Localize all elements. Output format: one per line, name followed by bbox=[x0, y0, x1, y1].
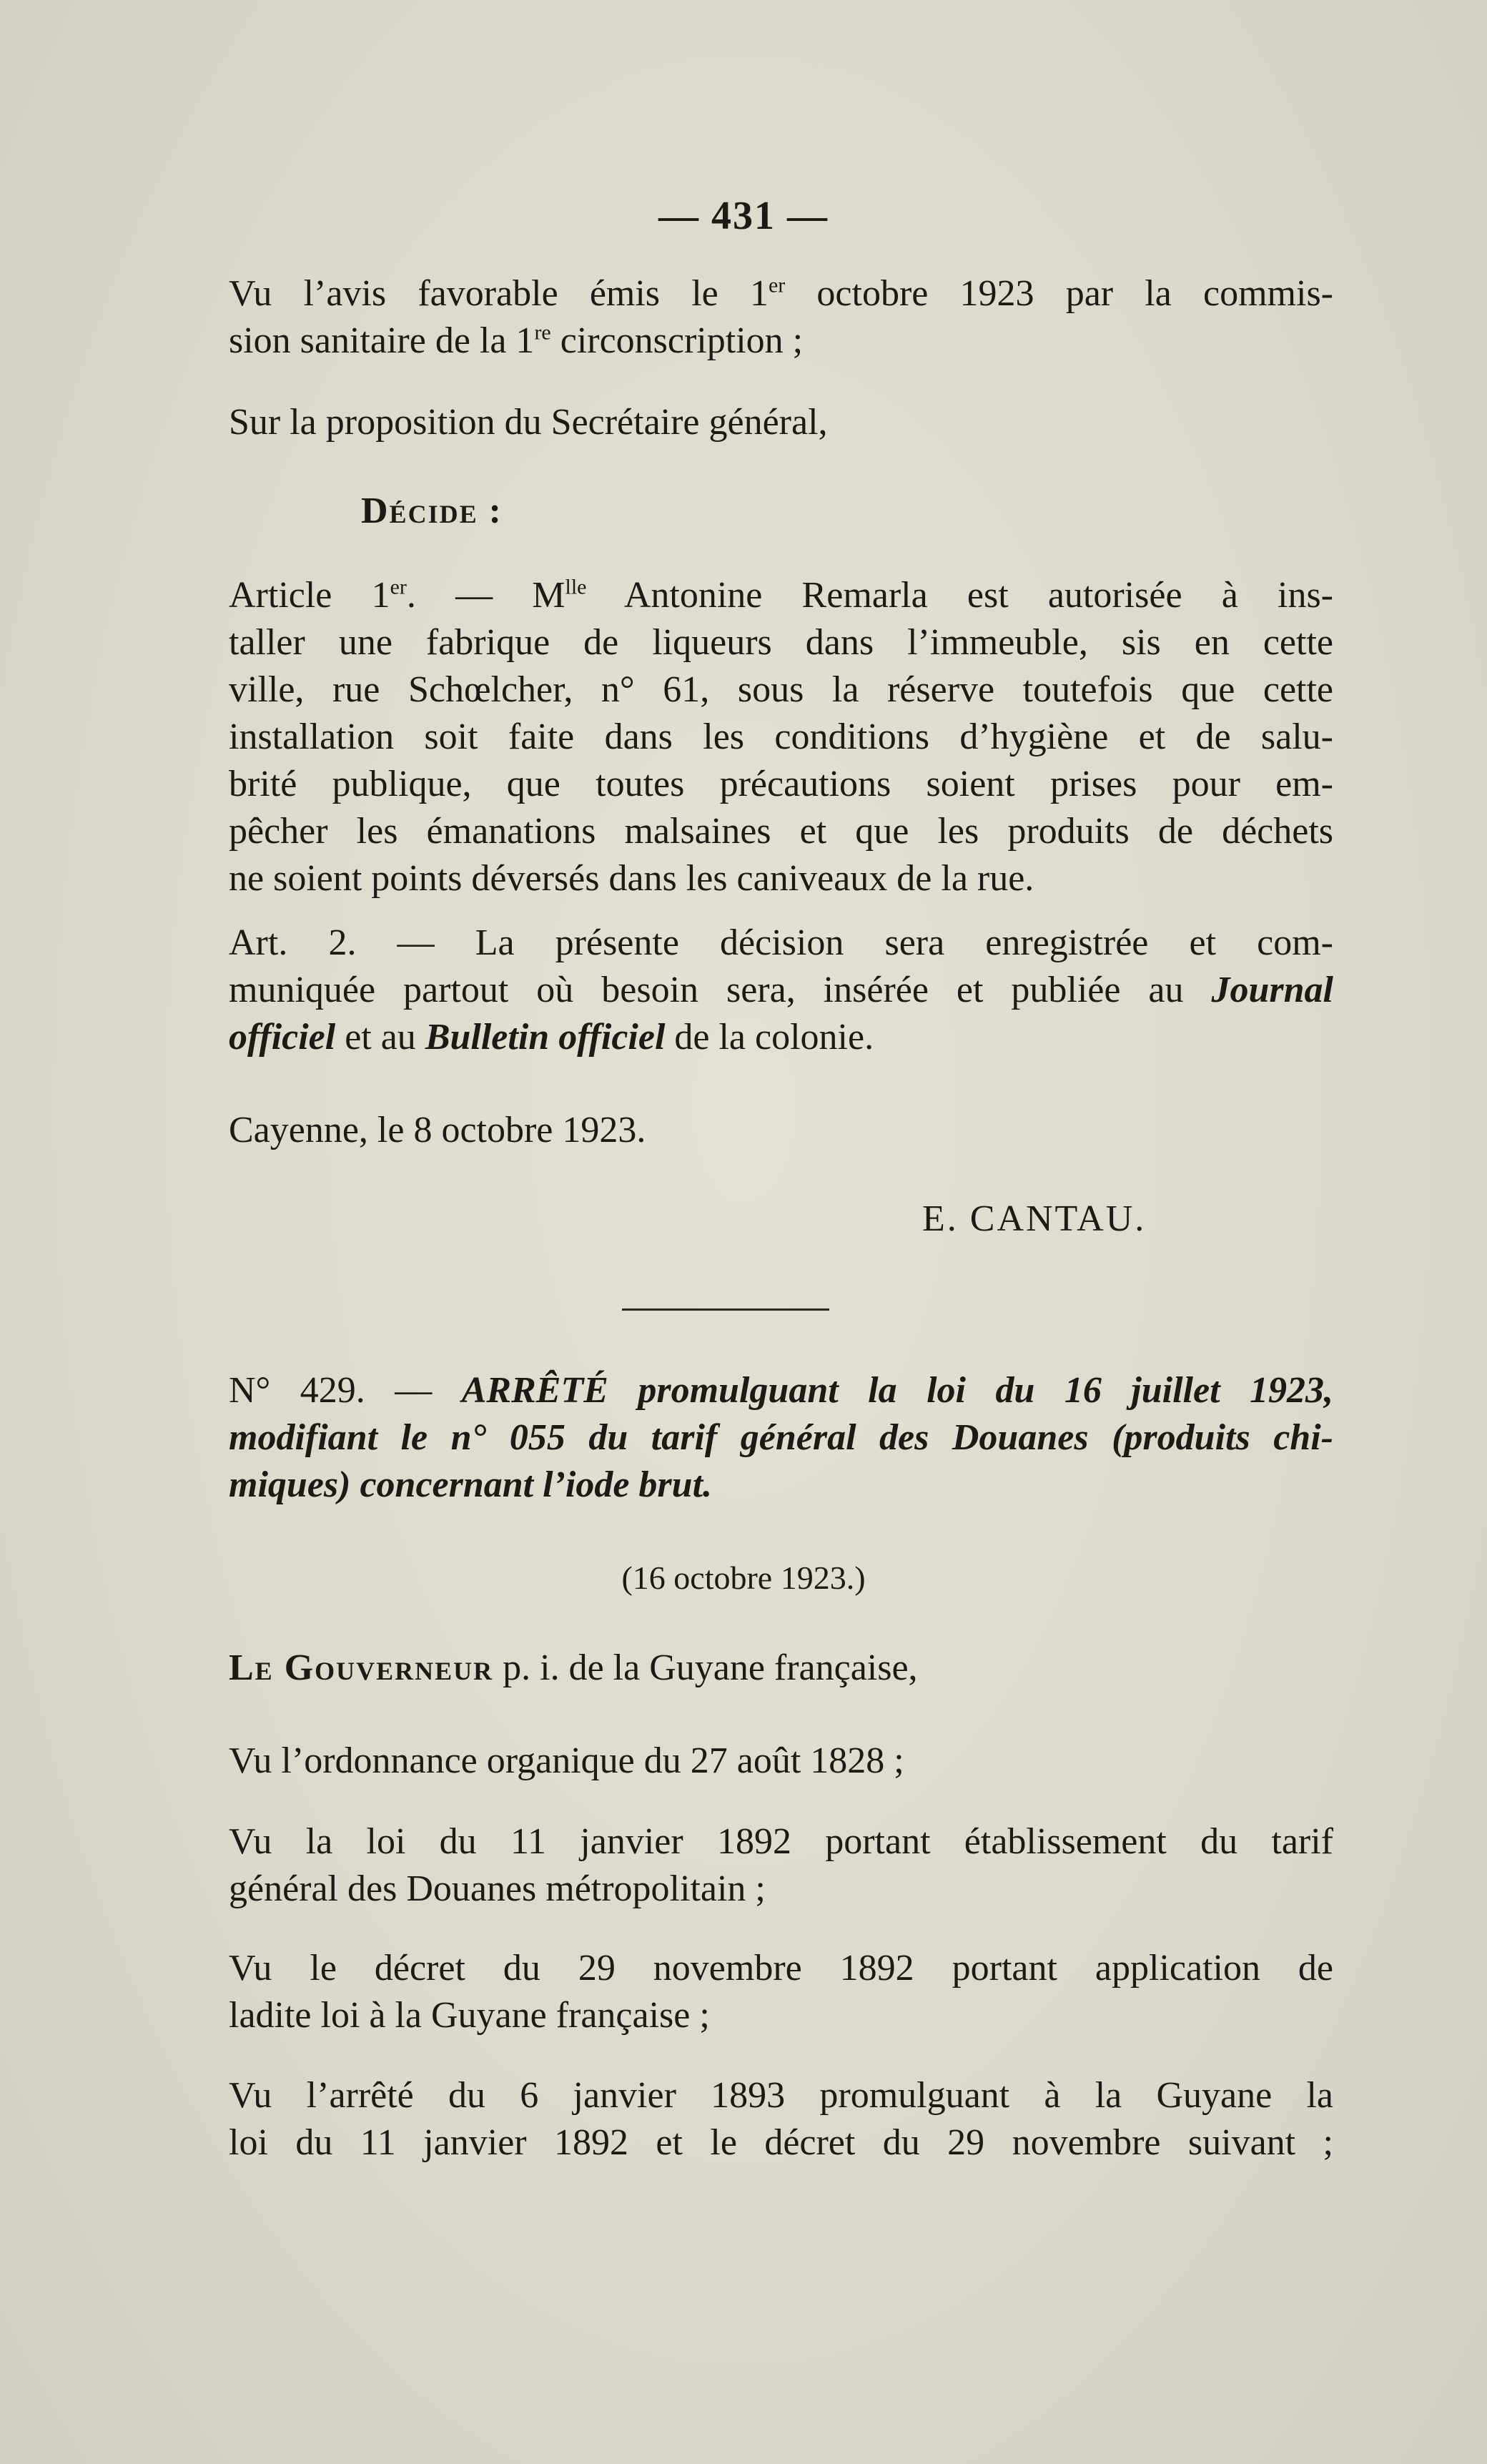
sup: er bbox=[768, 273, 786, 297]
text: octobre 1923 par la commis- bbox=[785, 273, 1333, 314]
text: modifiant le n° 055 du tarif général des Douanes (produits chi- bbox=[229, 1417, 1333, 1458]
text: général des Douanes métropolitain ; bbox=[229, 1868, 766, 1909]
text: N° 429. bbox=[229, 1370, 365, 1411]
text: (16 octobre 1923.) bbox=[621, 1559, 866, 1596]
text: ladite loi à la Guyane française ; bbox=[229, 1995, 710, 2036]
text: ARRÊTÉ promulguant la loi du 16 juillet 1923, bbox=[461, 1370, 1333, 1411]
decide-heading bbox=[361, 488, 1466, 535]
text: brité publique, que toutes précautions soient prises pour em- bbox=[229, 764, 1333, 804]
text: installation soit faite dans les conditions d’hygiène et de salu- bbox=[229, 716, 1333, 757]
place-date bbox=[229, 1107, 1333, 1154]
vu-loi-1892 bbox=[229, 1818, 1333, 1913]
vu-decret-1892 bbox=[229, 1945, 1333, 2039]
text: de la colonie. bbox=[665, 1017, 874, 1058]
text: taller une fabrique de liqueurs dans l’immeuble, sis en cette bbox=[229, 622, 1333, 663]
text: Bulletin officiel bbox=[425, 1017, 666, 1058]
text: Vu le décret du 29 novembre 1892 portant application de bbox=[229, 1948, 1333, 1989]
text: ville, rue Schœlcher, n° 61, sous la réserve toutefois que cette bbox=[229, 669, 1333, 710]
text: Sur la proposition du Secrétaire général, bbox=[229, 402, 828, 443]
text: Journal bbox=[1211, 970, 1333, 1010]
sup: lle bbox=[565, 575, 587, 599]
page-number: — 431 — bbox=[658, 194, 829, 238]
text: ne soient points déversés dans les caniveaux de la rue. bbox=[229, 858, 1034, 899]
text: Décide : bbox=[361, 491, 503, 531]
text: Antonine Remarla est autorisée à ins- bbox=[586, 575, 1333, 616]
text: Article 1 bbox=[229, 575, 390, 616]
text: p. i. de la Guyane française, bbox=[493, 1647, 918, 1688]
vu-ordonnance bbox=[229, 1738, 1333, 1785]
sup: er bbox=[390, 575, 407, 599]
article-2 bbox=[229, 920, 1333, 1061]
text: muniquée partout où besoin sera, insérée et publiée au bbox=[229, 970, 1212, 1010]
sup: re bbox=[534, 320, 551, 345]
text: . — M bbox=[406, 575, 565, 616]
divider bbox=[622, 1309, 829, 1311]
text: Vu la loi du 11 janvier 1892 portant établissement du tarif bbox=[229, 1821, 1333, 1862]
text: loi du 11 janvier 1892 et le décret du 29 novembre suivant ; bbox=[229, 2122, 1333, 2163]
text: Vu l’avis favorable émis le 1 bbox=[229, 273, 769, 314]
signature bbox=[922, 1196, 1146, 1243]
text: et au bbox=[335, 1017, 425, 1058]
text: officiel bbox=[229, 1017, 336, 1058]
text: sion sanitaire de la 1 bbox=[229, 320, 535, 361]
text: Vu l’arrêté du 6 janvier 1893 promulguant à la Guyane la bbox=[229, 2075, 1333, 2116]
article-1 bbox=[229, 572, 1333, 902]
arrete-date bbox=[0, 1554, 1487, 1602]
text: circonscription ; bbox=[550, 320, 804, 361]
vu-arrete-1893 bbox=[229, 2072, 1333, 2167]
arrete-heading bbox=[229, 1367, 1333, 1509]
paragraph-proposition bbox=[229, 399, 1333, 446]
gouverneur-line bbox=[229, 1645, 1333, 1692]
paragraph-commission bbox=[229, 270, 1333, 365]
text: Le Gouverneur bbox=[229, 1647, 494, 1688]
text: miques) concernant l’iode brut. bbox=[229, 1464, 713, 1505]
text: Cayenne, le 8 octobre 1923. bbox=[229, 1110, 646, 1150]
text: — bbox=[365, 1370, 462, 1411]
text: E. CANTAU. bbox=[922, 1198, 1147, 1239]
text: Art. 2. — La présente décision sera enregistrée et com- bbox=[229, 922, 1333, 963]
text: Vu l’ordonnance organique du 27 août 1828 ; bbox=[229, 1740, 904, 1781]
text: pêcher les émanations malsaines et que les produits de déchets bbox=[229, 811, 1333, 852]
